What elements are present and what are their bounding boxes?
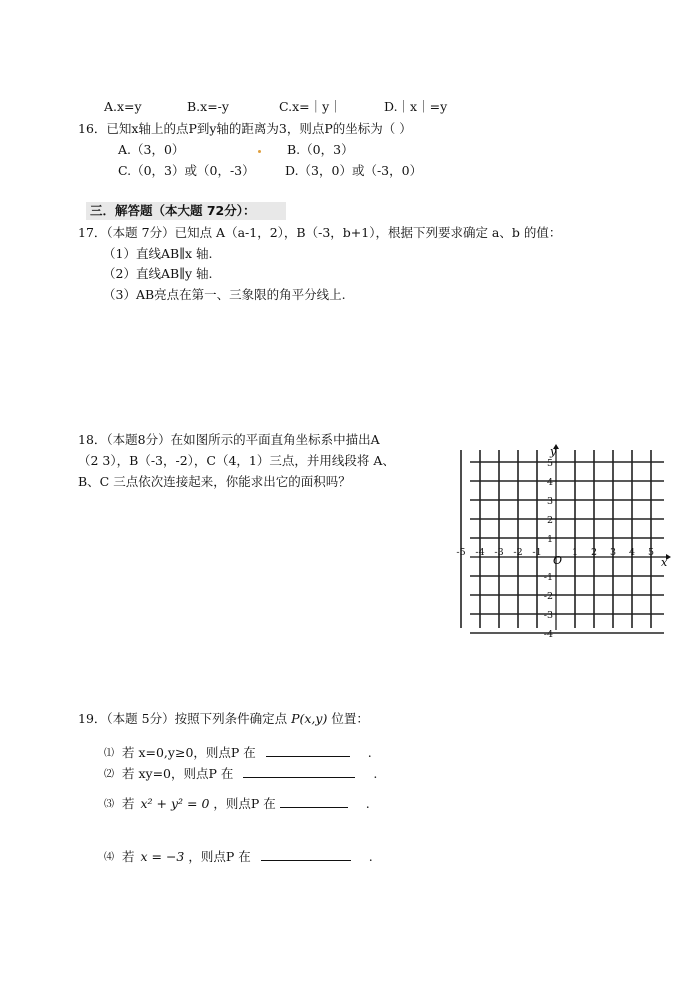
q18-line-3: B、C 三点依次连接起来，你能求出它的面积吗？ xyxy=(78,474,351,489)
y-tick-label: -4 xyxy=(543,629,553,640)
y-tick-label: -1 xyxy=(543,572,553,583)
q19-item-3-mark: ⑶ xyxy=(104,799,114,810)
y-tick-label: 4 xyxy=(546,477,553,488)
x-tick-label: -5 xyxy=(456,547,466,558)
x-tick-label: 1 xyxy=(571,547,579,558)
q19-item-4-blank[interactable] xyxy=(261,848,351,861)
q19-stem-math: P(x,y) xyxy=(291,711,328,726)
q19-item-4-text: ，则点P 在 xyxy=(188,849,251,864)
q16-option-d: D.（3，0）或（-3，0） xyxy=(285,163,423,178)
q19-item-1-blank[interactable] xyxy=(266,744,350,757)
grid-lines xyxy=(461,450,664,633)
q19-item-4-mark: ⑷ xyxy=(104,852,114,863)
q19-item-3 xyxy=(104,795,370,813)
x-tick-label: 4 xyxy=(628,547,636,558)
q19-item-2-blank[interactable] xyxy=(243,765,355,778)
q19-item-3-text: ，则点P 在 xyxy=(213,796,276,811)
q19-item-3-blank[interactable] xyxy=(280,795,348,808)
y-tick-label: -3 xyxy=(543,610,553,621)
x-tick-label: 5 xyxy=(647,547,655,558)
x-tick-label: -3 xyxy=(494,547,504,558)
q17-item-1: （1）直线AB∥x 轴. xyxy=(103,246,213,261)
q19-item-2-text: 若 xy=0，则点P 在 xyxy=(121,766,234,781)
q19-item-4 xyxy=(104,848,373,866)
q19-stem-text: 19．（本题 5分）按照下列条件确定点 xyxy=(78,711,288,726)
q18-line-2: （2 3），B（-3，-2），C（4，1）三点，并用线段将 A、 xyxy=(78,453,395,468)
x-tick-label: 3 xyxy=(609,547,617,558)
q16-stem: 16．已知x轴上的点P到y轴的距离为3，则点P的坐标为（ ） xyxy=(78,121,412,136)
q15-option-d: D.｜x｜=y xyxy=(384,99,448,114)
y-tick-label: 5 xyxy=(546,458,553,469)
y-tick-label: 2 xyxy=(546,515,553,526)
q17-item-2: （2）直线AB∥y 轴. xyxy=(103,266,213,281)
y-tick-label: 3 xyxy=(546,496,553,507)
q19-item-4-math: x = −3 xyxy=(140,849,185,864)
x-tick-label: 2 xyxy=(590,547,598,558)
q19-item-3-math: x² + y² = 0 xyxy=(140,796,210,811)
q17-stem: 17．（本题 7分）已知点 A（a-1，2），B（-3，b+1），根据下列要求确定 a、b 的值： xyxy=(78,225,562,240)
q16-option-b: B.（0，3） xyxy=(287,142,354,157)
q18-line-1: 18．（本题8分）在如图所示的平面直角坐标系中描出A xyxy=(78,432,380,447)
q16-option-c: C.（0，3）或（0，-3） xyxy=(118,163,255,178)
q19-stem xyxy=(78,711,369,727)
q19-item-1-text: 若 x=0,y≥0，则点P 在 xyxy=(121,745,256,760)
q19-item-2 xyxy=(104,765,377,783)
grid-tick-labels xyxy=(456,458,654,640)
q15-option-c: C.x=｜y｜ xyxy=(279,99,342,114)
coordinate-grid xyxy=(456,444,672,640)
q19-item-3-period: . xyxy=(365,796,370,811)
origin-label: O xyxy=(553,554,563,567)
q19-item-1-period: . xyxy=(367,745,372,760)
x-tick-label: -1 xyxy=(532,547,542,558)
section-title: 三．解答题（本大题 72分）： xyxy=(86,202,286,220)
x-tick-label: -2 xyxy=(513,547,523,558)
q19-item-3-pre: 若 xyxy=(121,796,135,811)
y-tick-label: 1 xyxy=(546,534,553,545)
stray-dot xyxy=(258,150,261,153)
grid-axes xyxy=(470,444,671,630)
q15-option-a: A.x=y xyxy=(104,99,142,114)
q19-item-4-period: . xyxy=(368,849,373,864)
y-axis-label: y xyxy=(550,445,557,458)
q19-item-2-mark: ⑵ xyxy=(104,769,114,780)
q19-item-2-period: . xyxy=(373,766,378,781)
q19-item-1 xyxy=(104,744,372,762)
q19-item-1-mark: ⑴ xyxy=(104,748,114,759)
q19-stem-tail: 位置： xyxy=(331,711,369,726)
q17-item-3: （3）AB亮点在第一、三象限的角平分线上. xyxy=(103,287,346,302)
q16-option-a: A.（3，0） xyxy=(118,142,185,157)
q15-option-b: B.x=-y xyxy=(187,99,229,114)
x-tick-label: -4 xyxy=(475,547,485,558)
x-axis-label: x xyxy=(661,556,668,569)
q19-item-4-pre: 若 xyxy=(121,849,135,864)
y-tick-label: -2 xyxy=(543,591,553,602)
